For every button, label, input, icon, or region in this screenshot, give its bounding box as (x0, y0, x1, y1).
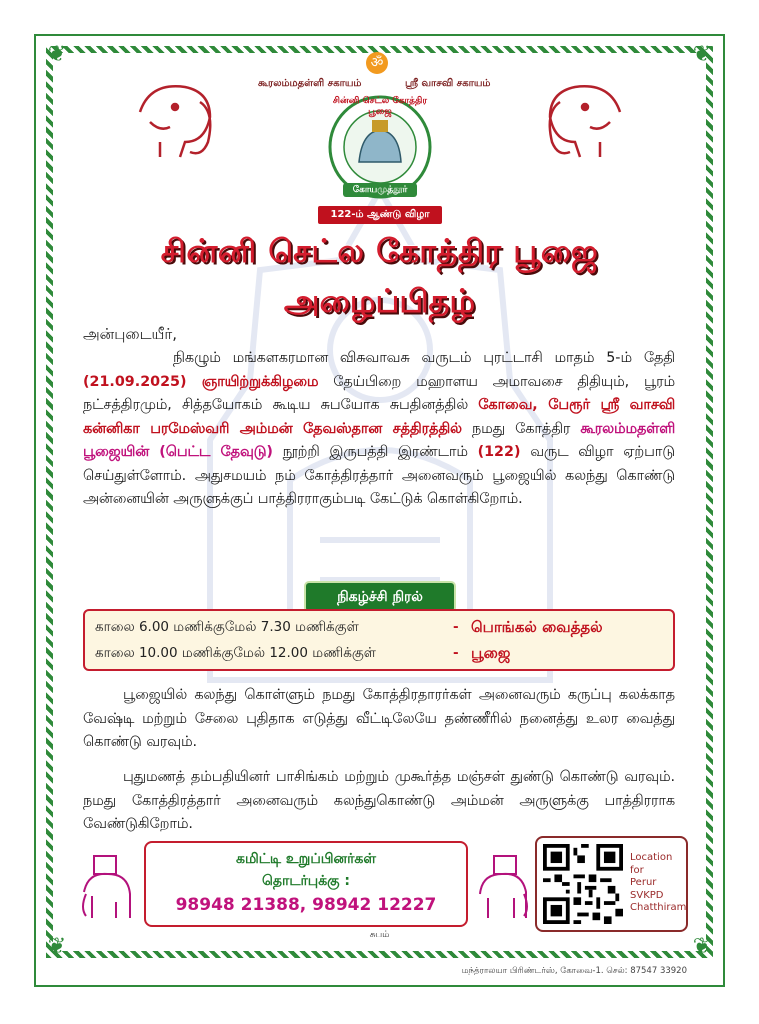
emblem-arc-text: சின்னி செட்ல கோத்திர பூஜை (332, 96, 428, 117)
programme-box (83, 609, 675, 671)
location-caption: Location for Perur SVKPD Chatthiram (630, 852, 687, 913)
elephant-right-icon (540, 72, 630, 162)
left-invocation: கூரலம்மதள்ளி சகாயம் (258, 78, 362, 89)
contact-label: தொடர்புக்கு : (262, 873, 350, 889)
decorated-elephant-right-icon (476, 852, 532, 928)
right-invocation: ஸ்ரீ வாசவி சகாயம் (405, 78, 491, 89)
corner-ornament-icon: ❦ (47, 42, 67, 67)
paragraph-3: புதுமணத் தம்பதியினர் பாசிங்கம் மற்றும் முகூர்த்த மஞ்சள் துண்டு கொண்டு வரவும். நமது கோத்திரத்தார் அனைவரும் கலந்துகொண்டு அம்மன் அருளுக்கு பாத்திரராக வேண்டுகிறோம். (83, 769, 675, 832)
committee-members-label: கமிட்டி உறுப்பினர்கள் (236, 851, 376, 867)
decorated-elephant-left-icon (78, 852, 134, 928)
title-invitation: அழைப்பிதழ் (283, 282, 476, 320)
corner-ornament-icon: ❦ (692, 934, 712, 959)
contact-box (144, 841, 468, 927)
year-highlight: (122) (477, 444, 521, 460)
programme-row: காலை 10.00 மணிக்குமேல் 12.00 மணிக்குள் - பூஜை (95, 644, 511, 662)
om-icon: ॐ (366, 52, 388, 74)
qr-code-icon[interactable] (543, 844, 623, 924)
title-main: சின்னி செட்ல கோத்திர பூஜை (160, 232, 599, 270)
corner-ornament-icon: ❦ (692, 42, 712, 67)
venue-highlight: கோவை, பேரூர் ஸ்ரீ வாசவி கன்னிகா பரமேஸ்வரி அம்மன் தேவஸ்தான சத்திரத்தில் (83, 397, 676, 437)
printer-credit: மந்த்ராலயா பிரிண்டர்ஸ், கோவை-1. செல்: 87547 33920 (461, 966, 687, 976)
elephant-left-icon (130, 72, 220, 162)
contact-phones[interactable]: 98948 21388, 98942 12227 (175, 895, 437, 915)
emblem-city: கோயமுத்தூர் (343, 183, 417, 197)
anniversary-ribbon: 122-ம் ஆண்டு விழா (318, 206, 442, 224)
location-card (535, 836, 688, 932)
date-highlight: (21.09.2025) ஞாயிற்றுக்கிழமை (83, 373, 319, 390)
subham-text: சுபம் (369, 930, 390, 940)
programme-row: காலை 6.00 மணிக்குமேல் 7.30 மணிக்குள் - பொங்கல் வைத்தல் (95, 618, 603, 636)
pooja-name-highlight: கூரலம்மதள்ளி பூஜையின் (பெட்ட தேவுடு) (83, 420, 676, 460)
corner-ornament-icon: ❦ (47, 934, 67, 959)
paragraph-1: நிகழும் மங்களகரமான விசுவாவசு வருடம் புரட்டாசி மாதம் 5-ம் தேதி (21.09.2025) ஞாயிற்றுக்கிழமை தேய்பிறை மஹாளய அமாவசை திதியும், பூரம் நட்சத்திரமும், சித்தயோகம் கூடிய சுபயோக சுபதினத்தில் கோவை, பேரூர் ஸ்ரீ வாசவி கன்னிகா பரமேஸ்வரி அம்மன் தேவஸ்தான சத்திரத்தில் நமது கோத்திர கூரலம்மதள்ளி பூஜையின் (பெட்ட தேவுடு) நூற்றி இருபத்தி இரண்டாம் (122) வருட விழா ஏற்பாடு செய்துள்ளோம். அதுசமயம் நம் கோத்திரத்தார் அனைவரும் பூஜையில் கலந்து கொண்டு அன்னையின் அருளுக்குப் பாத்திரராகும்படி கேட்டுக் கொள்கிறோம். (83, 350, 676, 507)
programme-label: நிகழ்ச்சி நிரல் (306, 583, 454, 611)
greeting: அன்புடையீர், (83, 325, 177, 343)
paragraph-2: பூஜையில் கலந்து கொள்ளும் நமது கோத்திரதாரர்கள் அனைவரும் கருப்பு கலக்காத வேஷ்டி மற்றும் சேலை புதிதாக எடுத்து வீட்டிலேயே தண்ணீரில் நனைத்து உலர வைத்து கொண்டு வரவும். (83, 687, 675, 750)
